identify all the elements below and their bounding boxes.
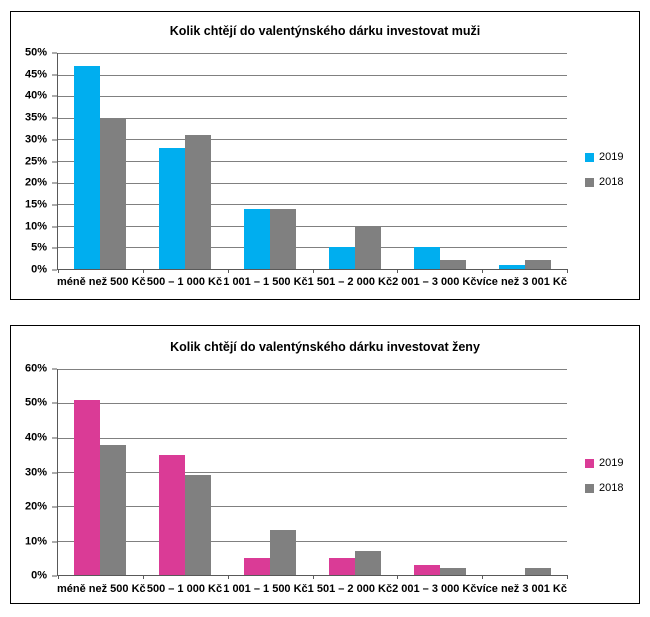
bar-2018 <box>355 551 381 575</box>
y-tick-label: 10% <box>24 220 47 233</box>
bar-2018 <box>525 260 551 269</box>
bar-group <box>482 53 567 269</box>
legend-label: 2019 <box>599 457 624 469</box>
x-category-label: 1 001 – 1 500 Kč <box>223 583 308 595</box>
x-tick-mark <box>397 269 398 273</box>
chart-men-investment <box>10 11 640 300</box>
legend-swatch-2018 <box>585 484 594 493</box>
x-category-label: 2 001 – 3 000 Kč <box>392 276 477 288</box>
y-tick-label: 5% <box>31 241 47 254</box>
y-tick-label: 40% <box>24 89 47 102</box>
x-axis-labels <box>57 583 567 596</box>
bar-2019 <box>159 455 185 575</box>
x-tick-mark <box>567 269 568 273</box>
bar-2019 <box>329 247 355 269</box>
y-axis <box>11 362 57 582</box>
bar-2018 <box>355 226 381 269</box>
bar-group <box>228 369 313 575</box>
bar-group <box>143 53 228 269</box>
y-tick-label: 20% <box>24 176 47 189</box>
bar-2019 <box>329 558 355 575</box>
bar-2019 <box>499 265 525 269</box>
legend-item <box>585 152 623 163</box>
bar-group <box>228 53 313 269</box>
x-tick-mark <box>397 575 398 579</box>
bar-2018 <box>440 568 466 575</box>
x-category-label: 1 501 – 2 000 Kč <box>307 583 393 595</box>
bar-2019 <box>414 247 440 269</box>
y-tick-label: 45% <box>24 68 47 81</box>
y-tick-label: 60% <box>24 362 47 375</box>
y-tick-label: 0% <box>31 569 47 582</box>
legend-swatch-2019 <box>585 459 594 468</box>
bar-2018 <box>185 135 211 269</box>
legend <box>585 152 623 188</box>
legend-swatch-2018 <box>585 178 594 187</box>
x-tick-mark <box>143 575 144 579</box>
bar-2018 <box>440 260 466 269</box>
y-tick-label: 30% <box>24 133 47 146</box>
bar-2019 <box>244 558 270 575</box>
x-tick-mark <box>482 575 483 579</box>
bar-2018 <box>270 530 296 575</box>
x-category-label: 1 001 – 1 500 Kč <box>223 276 308 288</box>
bar-group <box>482 369 567 575</box>
chart-women-investment <box>10 325 640 604</box>
x-category-label: více než 3 001 Kč <box>476 276 567 288</box>
plot-area <box>57 53 567 270</box>
legend-item <box>585 483 623 494</box>
bar-2019 <box>414 565 440 575</box>
x-tick-mark <box>228 269 229 273</box>
bar-2018 <box>185 475 211 575</box>
x-tick-mark <box>313 269 314 273</box>
legend-label: 2018 <box>599 482 624 494</box>
y-axis <box>11 46 57 276</box>
legend <box>585 458 623 494</box>
bar-2019 <box>74 400 100 575</box>
bar-group <box>143 369 228 575</box>
y-tick-label: 10% <box>24 535 47 547</box>
x-tick-mark <box>567 575 568 579</box>
x-category-label: 500 – 1 000 Kč <box>146 583 223 595</box>
x-category-label: 500 – 1 000 Kč <box>146 276 223 288</box>
y-tick-label: 0% <box>31 263 47 276</box>
bar-2018 <box>270 209 296 269</box>
y-tick-label: 15% <box>24 198 47 211</box>
bar-2019 <box>159 148 185 269</box>
legend-item <box>585 177 623 188</box>
y-tick-label: 50% <box>24 396 47 409</box>
bar-2018 <box>525 568 551 575</box>
bar-group <box>397 53 482 269</box>
y-tick-label: 35% <box>24 111 47 124</box>
y-tick-label: 20% <box>24 500 47 513</box>
bar-2019 <box>74 66 100 269</box>
y-tick-label: 50% <box>24 46 47 59</box>
x-tick-mark <box>228 575 229 579</box>
x-category-label: 1 501 – 2 000 Kč <box>307 276 393 288</box>
chart-title-men: Kolik chtějí do valentýnského dárku investovat muži <box>169 24 481 38</box>
x-tick-mark <box>58 575 59 579</box>
x-category-label: méně než 500 Kč <box>57 583 146 595</box>
x-tick-mark <box>143 269 144 273</box>
bar-group <box>58 369 143 575</box>
y-tick-label: 30% <box>24 466 47 478</box>
legend-label: 2018 <box>599 176 624 188</box>
bar-2019 <box>244 209 270 269</box>
legend-item <box>585 458 623 469</box>
x-category-label: 2 001 – 3 000 Kč <box>392 583 477 595</box>
bar-2018 <box>100 445 126 575</box>
plot-area <box>57 369 567 576</box>
x-tick-mark <box>482 269 483 273</box>
bar-2018 <box>100 118 126 269</box>
bar-group <box>397 369 482 575</box>
x-category-label: méně než 500 Kč <box>57 276 146 288</box>
bar-group <box>313 369 398 575</box>
y-tick-label: 25% <box>24 155 47 167</box>
chart-title-women: Kolik chtějí do valentýnského dárku investovat ženy <box>170 340 480 354</box>
legend-swatch-2019 <box>585 153 594 162</box>
x-category-label: více než 3 001 Kč <box>476 583 567 595</box>
y-tick-label: 40% <box>24 431 47 444</box>
bar-group <box>313 53 398 269</box>
bar-group <box>58 53 143 269</box>
legend-label: 2019 <box>599 151 624 163</box>
x-tick-mark <box>313 575 314 579</box>
x-tick-mark <box>58 269 59 273</box>
x-axis-labels <box>57 276 567 289</box>
